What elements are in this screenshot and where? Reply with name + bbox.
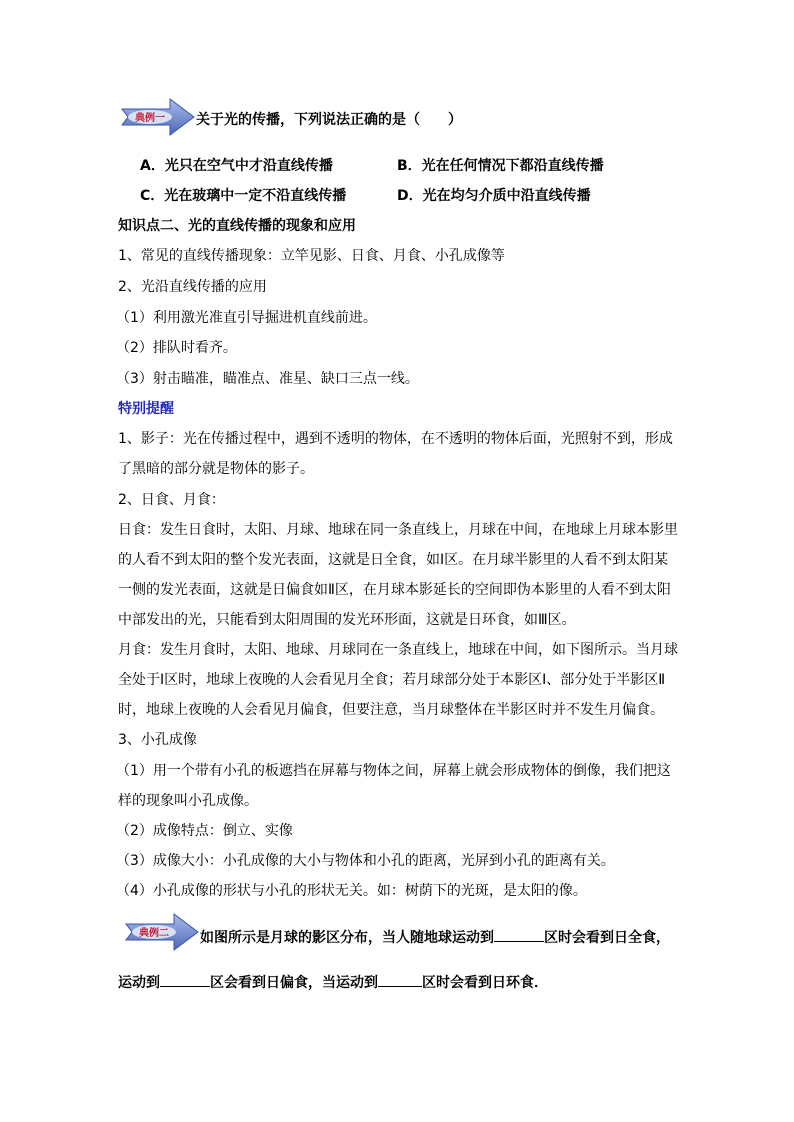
answer-blank-3[interactable]: [378, 972, 422, 987]
q-text: 运动到: [118, 975, 160, 991]
tips-title: 特别提醒: [118, 401, 174, 417]
paragraph: （2）排队时看齐。: [116, 340, 237, 356]
paragraph: 2、光沿直线传播的应用: [118, 279, 267, 295]
option-a: A．光只在空气中才沿直线传播: [140, 158, 333, 174]
answer-blank-2[interactable]: [160, 972, 210, 987]
paragraph: 一侧的发光表面，这就是日偏食如Ⅱ区，在月球本影延长的空间即伪本影里的人看不到太阳: [118, 582, 671, 598]
paragraph: （2）成像特点：倒立、实像: [116, 823, 293, 839]
example2-question-line1: [200, 927, 670, 947]
paragraph: （4）小孔成像的形状与小孔的形状无关。如：树荫下的光斑，是太阳的像。: [116, 883, 587, 899]
paragraph: 1、常见的直线传播现象：立竿见影、日食、月食、小孔成像等: [118, 248, 505, 264]
paragraph: 全处于Ⅰ区时，地球上夜晚的人会看见月全食；若月球部分处于本影区Ⅰ、部分处于半影区Ⅱ: [118, 672, 666, 688]
q-text: 区时会看到日全食，: [544, 930, 670, 946]
paragraph: 时，地球上夜晚的人会看见月偏食，但要注意，当月球整体在半影区时并不发生月偏食。: [118, 702, 664, 718]
paragraph: 1、影子：光在传播过程中，遇到不透明的物体，在不透明的物体后面，光照射不到，形成: [118, 431, 673, 447]
example-badge-2-label: 典例二: [139, 928, 169, 939]
q-text: 区会看到日偏食，当运动到: [210, 975, 378, 991]
paragraph: （1）用一个带有小孔的板遮挡在屏幕与物体之间，屏幕上就会形成物体的倒像，我们把这: [116, 763, 671, 779]
paragraph: （3）成像大小：小孔成像的大小与物体和小孔的距离，光屏到小孔的距离有关。: [116, 853, 615, 869]
paragraph: 3、小孔成像: [118, 732, 197, 748]
paragraph: 月食：发生月食时，太阳、地球、月球同在一条直线上，地球在中间，如下图所示。当月球: [118, 642, 678, 658]
example1-question: 关于光的传播，下列说法正确的是（ ）: [196, 112, 462, 128]
paragraph: 中部发出的光，只能看到太阳周围的发光环形面，这就是日环食，如Ⅲ区。: [118, 612, 576, 628]
paragraph: 样的现象叫小孔成像。: [118, 793, 258, 809]
paragraph: 日食：发生日食时，太阳、月球、地球在同一条直线上，月球在中间，在地球上月球本影里: [118, 522, 678, 538]
example-badge-1-label: 典例一: [135, 113, 165, 124]
answer-blank-1[interactable]: [494, 927, 544, 942]
paragraph: 2、日食、月食：: [118, 492, 225, 508]
paragraph: （3）射击瞄准，瞄准点、准星、缺口三点一线。: [116, 371, 419, 387]
option-c: C．光在玻璃中一定不沿直线传播: [140, 188, 347, 204]
q-text: 如图所示是月球的影区分布，当人随地球运动到: [200, 930, 494, 946]
q-text: 区时会看到日环食．: [422, 975, 548, 991]
example-badge-2: [122, 912, 200, 952]
example2-question-line2: [118, 972, 548, 992]
section-title: 知识点二、光的直线传播的现象和应用: [118, 218, 356, 234]
example-badge-1: [118, 97, 196, 137]
paragraph: （1）利用激光准直引导掘进机直线前进。: [116, 310, 377, 326]
paragraph: 了黑暗的部分就是物体的影子。: [118, 461, 314, 477]
option-d: D．光在均匀介质中沿直线传播: [397, 188, 591, 204]
paragraph: 的人看不到太阳的整个发光表面，这就是日全食，如Ⅰ区。在月球半影里的人看不到太阳某: [118, 552, 669, 568]
option-b: B．光在任何情况下都沿直线传播: [397, 158, 604, 174]
